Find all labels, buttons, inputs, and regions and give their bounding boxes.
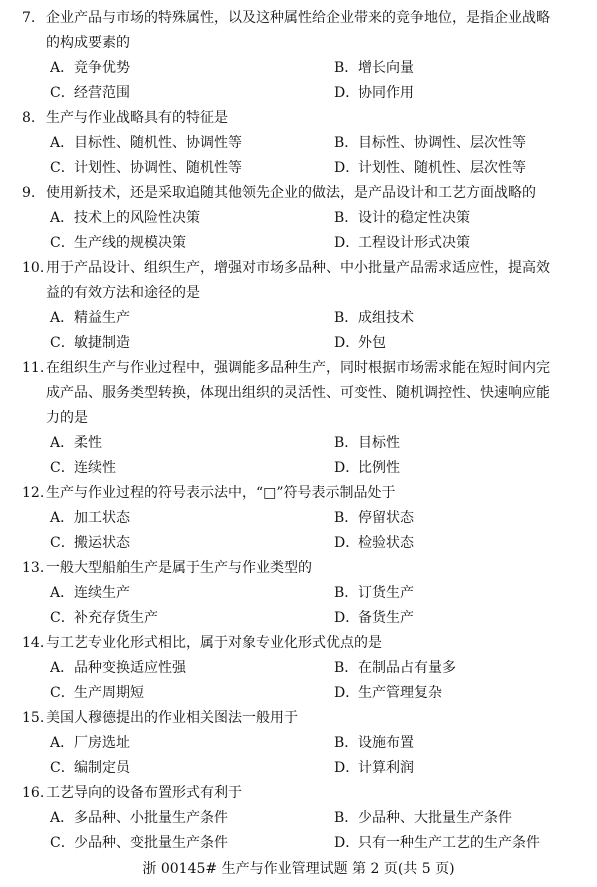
option-d	[334, 531, 414, 556]
question-item	[22, 6, 590, 106]
question-text-line: 用于产品设计、组织生产，增强对市场多品种、中小批量产品需求适应性，提高效	[46, 260, 550, 276]
question-item	[22, 631, 590, 706]
option-group	[22, 306, 590, 356]
option-letter: C．	[50, 760, 75, 776]
page-footer: 浙 00145# 生产与作业管理试题 第 2 页(共 5 页)	[142, 861, 455, 877]
question-stem	[22, 181, 590, 206]
option-d	[334, 831, 540, 856]
option-text: 计算利润	[358, 760, 414, 776]
option-c	[50, 756, 130, 781]
question-text-line: 在组织生产与作业过程中，强调能多品种生产，同时根据市场需求能在短时间内完	[46, 360, 550, 376]
option-letter: B．	[334, 60, 359, 76]
option-text: 编制定员	[74, 760, 130, 776]
option-b	[334, 656, 456, 681]
option-a	[50, 731, 130, 756]
option-letter: D．	[334, 610, 360, 626]
option-group	[22, 506, 590, 556]
option-group	[22, 206, 590, 256]
option-text: 少品种、大批量生产条件	[358, 810, 512, 826]
option-text: 订货生产	[358, 585, 414, 601]
question-number: 12.	[22, 485, 45, 501]
option-text: 经营范围	[74, 85, 130, 101]
option-text: 停留状态	[358, 510, 414, 526]
option-letter: A．	[50, 135, 75, 151]
question-item	[22, 256, 590, 356]
question-text-line: 企业产品与市场的特殊属性，以及这种属性给企业带来的竞争地位，是指企业战略	[46, 10, 550, 26]
option-text: 比例性	[358, 460, 400, 476]
option-b	[334, 56, 414, 81]
option-c	[50, 831, 228, 856]
option-c	[50, 231, 186, 256]
question-stem	[22, 481, 590, 506]
option-letter: C．	[50, 85, 75, 101]
question-number: 7.	[22, 10, 36, 26]
option-b	[334, 731, 414, 756]
option-letter: A．	[50, 435, 75, 451]
option-b	[334, 306, 414, 331]
question-number: 9.	[22, 185, 36, 201]
question-item	[22, 181, 590, 256]
question-text-line: 使用新技术，还是采取追随其他领先企业的做法，是产品设计和工艺方面战略的	[46, 185, 536, 201]
option-group	[22, 806, 590, 856]
question-number: 8.	[22, 110, 36, 126]
question-number: 14.	[22, 635, 45, 651]
option-a	[50, 656, 186, 681]
option-letter: B．	[334, 585, 359, 601]
question-text-line: 一般大型船舶生产是属于生产与作业类型的	[46, 560, 312, 576]
option-letter: A．	[50, 60, 75, 76]
question-stem	[22, 631, 590, 656]
option-text: 生产线的规模决策	[74, 235, 186, 251]
option-text: 厂房选址	[74, 735, 130, 751]
option-text: 敏捷制造	[74, 335, 130, 351]
option-b	[334, 206, 470, 231]
option-letter: D．	[334, 160, 360, 176]
option-letter: C．	[50, 160, 75, 176]
option-text: 目标性、随机性、协调性等	[74, 135, 242, 151]
option-d	[334, 606, 414, 631]
option-d	[334, 756, 414, 781]
question-text-line: 力的是	[46, 410, 88, 426]
option-a	[50, 56, 130, 81]
option-text: 外包	[358, 335, 386, 351]
option-a	[50, 581, 130, 606]
option-text: 搬运状态	[74, 535, 130, 551]
option-letter: A．	[50, 810, 75, 826]
question-stem	[22, 256, 590, 306]
option-text: 设施布置	[358, 735, 414, 751]
question-text-line: 与工艺专业化形式相比，属于对象专业化形式优点的是	[46, 635, 382, 651]
option-b	[334, 581, 414, 606]
option-text: 设计的稳定性决策	[358, 210, 470, 226]
question-number: 15.	[22, 710, 45, 726]
option-letter: D．	[334, 460, 360, 476]
option-group	[22, 731, 590, 781]
option-letter: A．	[50, 310, 75, 326]
option-a	[50, 306, 130, 331]
question-item	[22, 706, 590, 781]
option-text: 生产周期短	[74, 685, 144, 701]
option-text: 成组技术	[358, 310, 414, 326]
question-text-line: 生产与作业过程的符号表示法中，“□”符号表示制品处于	[46, 485, 396, 501]
question-number: 10.	[22, 260, 45, 276]
option-text: 增长向量	[358, 60, 414, 76]
option-text: 生产管理复杂	[358, 685, 442, 701]
option-letter: C．	[50, 235, 75, 251]
option-text: 竞争优势	[74, 60, 130, 76]
option-c	[50, 331, 130, 356]
option-letter: D．	[334, 835, 360, 851]
option-text: 检验状态	[358, 535, 414, 551]
option-group	[22, 56, 590, 106]
question-text-line: 工艺导向的设备布置形式有利于	[46, 785, 242, 801]
option-letter: D．	[334, 760, 360, 776]
option-c	[50, 156, 242, 181]
option-d	[334, 231, 470, 256]
option-a	[50, 806, 228, 831]
option-letter: C．	[50, 535, 75, 551]
option-text: 备货生产	[358, 610, 414, 626]
option-letter: C．	[50, 460, 75, 476]
option-b	[334, 506, 414, 531]
option-text: 品种变换适应性强	[74, 660, 186, 676]
option-letter: C．	[50, 835, 75, 851]
option-letter: B．	[334, 660, 359, 676]
question-text-line: 成产品、服务类型转换，体现出组织的灵活性、可变性、随机调控性、快速响应能	[46, 385, 550, 401]
option-text: 多品种、小批量生产条件	[74, 810, 228, 826]
option-text: 补充存货生产	[74, 610, 158, 626]
option-text: 协同作用	[358, 85, 414, 101]
option-letter: B．	[334, 310, 359, 326]
option-text: 计划性、协调性、随机性等	[74, 160, 242, 176]
option-letter: D．	[334, 235, 360, 251]
question-text-line: 美国人穆德提出的作业相关图法一般用于	[46, 710, 298, 726]
question-item	[22, 781, 590, 856]
question-stem	[22, 6, 590, 56]
option-group	[22, 656, 590, 706]
option-group	[22, 581, 590, 631]
option-text: 连续生产	[74, 585, 130, 601]
option-text: 加工状态	[74, 510, 130, 526]
option-letter: A．	[50, 210, 75, 226]
question-text-line: 的构成要素的	[46, 35, 130, 51]
option-c	[50, 456, 116, 481]
option-letter: A．	[50, 660, 75, 676]
option-group	[22, 131, 590, 181]
question-stem	[22, 556, 590, 581]
question-stem	[22, 106, 590, 131]
question-number: 11.	[22, 360, 45, 376]
option-letter: B．	[334, 735, 359, 751]
question-stem	[22, 781, 590, 806]
option-group	[22, 431, 590, 481]
option-c	[50, 681, 144, 706]
option-d	[334, 156, 526, 181]
option-letter: B．	[334, 435, 359, 451]
option-d	[334, 456, 400, 481]
option-a	[50, 206, 200, 231]
option-b	[334, 431, 400, 456]
question-item	[22, 356, 590, 481]
option-text: 只有一种生产工艺的生产条件	[358, 835, 540, 851]
option-letter: A．	[50, 735, 75, 751]
option-text: 精益生产	[74, 310, 130, 326]
option-text: 技术上的风险性决策	[74, 210, 200, 226]
option-letter: B．	[334, 210, 359, 226]
option-letter: D．	[334, 535, 360, 551]
option-a	[50, 506, 130, 531]
option-letter: A．	[50, 510, 75, 526]
option-text: 计划性、随机性、层次性等	[358, 160, 526, 176]
option-letter: B．	[334, 135, 359, 151]
option-text: 连续性	[74, 460, 116, 476]
option-text: 工程设计形式决策	[358, 235, 470, 251]
question-stem	[22, 356, 590, 431]
question-item	[22, 481, 590, 556]
option-b	[334, 806, 512, 831]
option-letter: D．	[334, 685, 360, 701]
option-letter: D．	[334, 335, 360, 351]
option-text: 柔性	[74, 435, 102, 451]
option-letter: C．	[50, 610, 75, 626]
option-letter: C．	[50, 335, 75, 351]
question-stem	[22, 706, 590, 731]
option-a	[50, 131, 242, 156]
question-item	[22, 556, 590, 631]
option-letter: B．	[334, 810, 359, 826]
option-c	[50, 531, 130, 556]
option-c	[50, 606, 158, 631]
option-d	[334, 681, 442, 706]
option-text: 在制品占有量多	[358, 660, 456, 676]
question-number: 16.	[22, 785, 45, 801]
option-letter: A．	[50, 585, 75, 601]
option-text: 目标性、协调性、层次性等	[358, 135, 526, 151]
option-b	[334, 131, 526, 156]
option-a	[50, 431, 102, 456]
option-letter: C．	[50, 685, 75, 701]
option-letter: B．	[334, 510, 359, 526]
option-text: 少品种、变批量生产条件	[74, 835, 228, 851]
option-d	[334, 81, 414, 106]
option-c	[50, 81, 130, 106]
option-d	[334, 331, 386, 356]
option-text: 目标性	[358, 435, 400, 451]
option-letter: D．	[334, 85, 360, 101]
question-text-line: 生产与作业战略具有的特征是	[46, 110, 228, 126]
question-item	[22, 106, 590, 181]
question-text-line: 益的有效方法和途径的是	[46, 285, 200, 301]
question-number: 13.	[22, 560, 45, 576]
